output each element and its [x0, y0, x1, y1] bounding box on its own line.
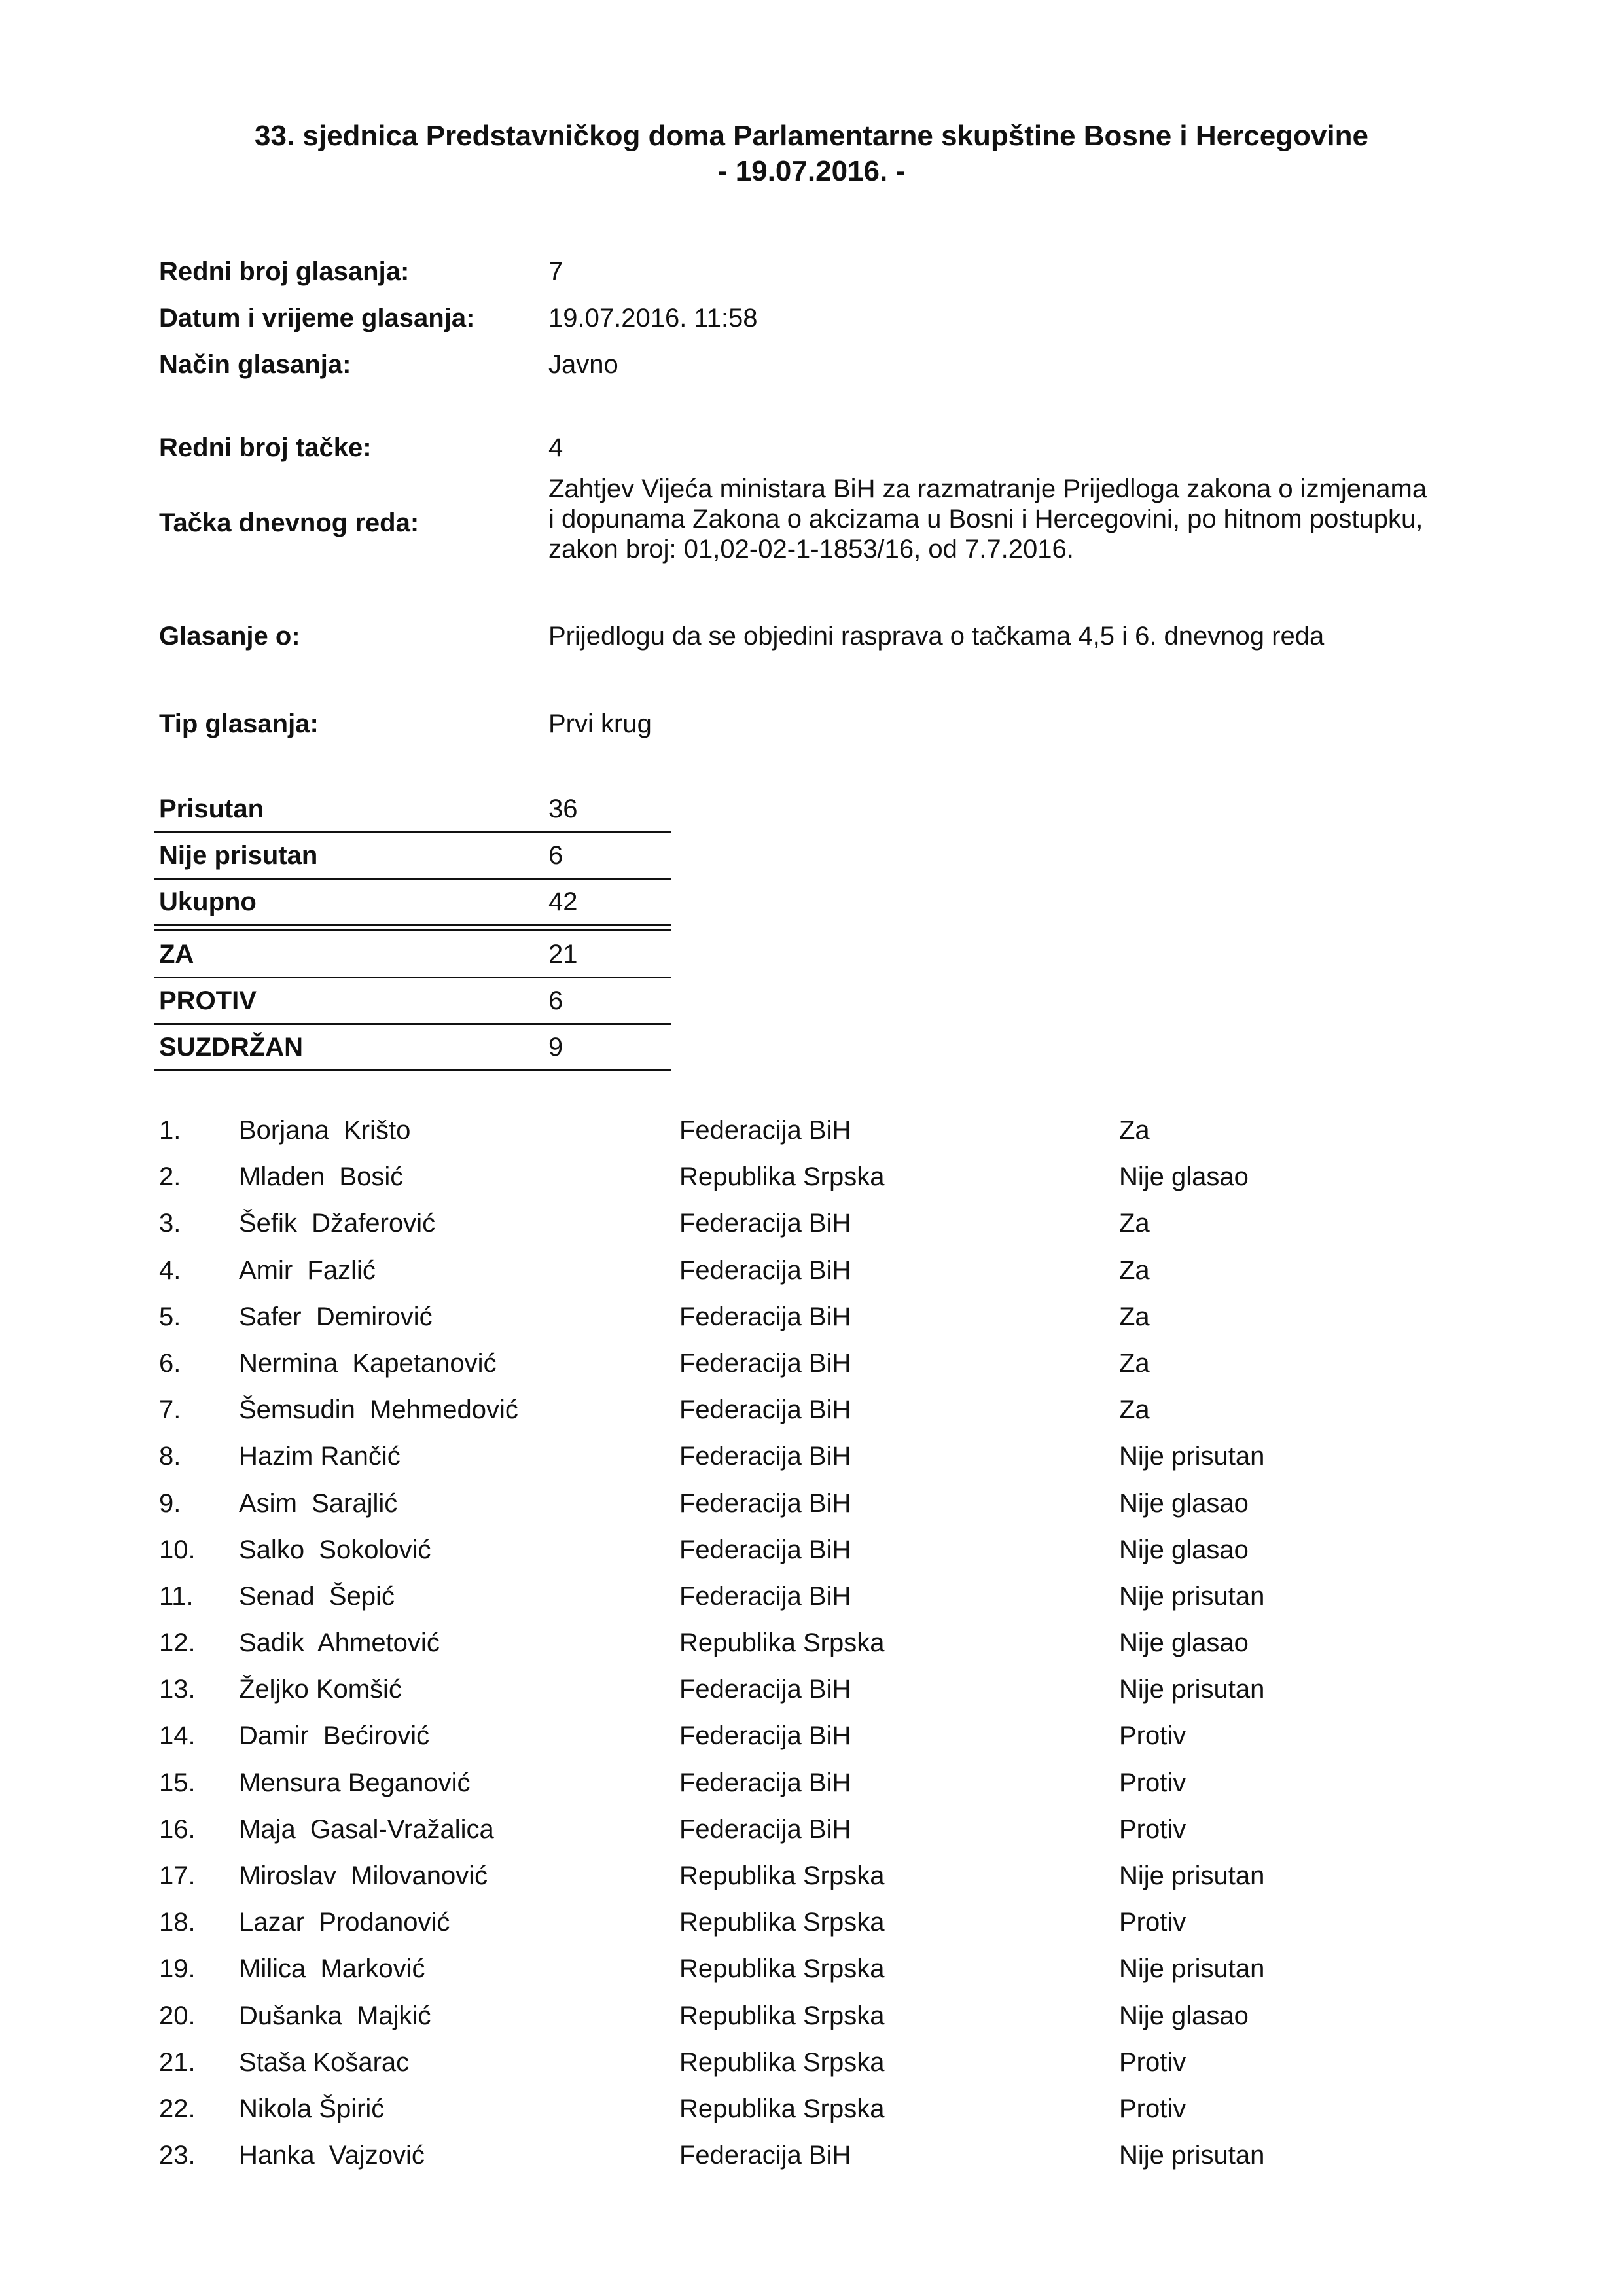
vote-number: 11. [159, 1581, 194, 1611]
vote-number: 1. [159, 1116, 181, 1145]
summary-row-abstain [159, 1026, 671, 1069]
table-row [159, 1581, 1468, 1627]
vote-number: 8. [159, 1442, 181, 1471]
member-name: Salko Sokolović [239, 1535, 431, 1564]
member-vote: Za [1119, 1302, 1150, 1331]
member-entity: Republika Srpska [679, 2001, 885, 2030]
member-vote: Nije prisutan [1119, 1442, 1265, 1471]
member-vote: Nije prisutan [1119, 1675, 1265, 1704]
member-vote: Protiv [1119, 2094, 1186, 2123]
agenda-text [548, 474, 1427, 564]
summary-row-present [159, 788, 671, 831]
member-name: Maja Gasal-Vražalica [239, 1814, 494, 1844]
table-row [159, 1301, 1468, 1348]
table-row [159, 2093, 1468, 2140]
member-entity: Federacija BiH [679, 1768, 851, 1797]
summary-double-divider-bottom [154, 929, 671, 931]
datetime-value: 19.07.2016. 11:58 [548, 304, 758, 332]
member-vote: Protiv [1119, 2047, 1186, 2077]
vote-number: 9. [159, 1488, 181, 1518]
member-name: Milica Marković [239, 1954, 425, 1984]
member-entity: Federacija BiH [679, 1442, 851, 1471]
table-row [159, 1860, 1468, 1907]
member-name: Željko Komšić [239, 1675, 402, 1704]
vote-list [159, 1115, 1468, 2186]
member-entity: Federacija BiH [679, 1302, 851, 1331]
subject-label: Glasanje o: [159, 622, 300, 651]
member-name: Borjana Krišto [239, 1116, 411, 1145]
table-row [159, 2140, 1468, 2186]
vote-number-value: 7 [548, 257, 563, 286]
method-value: Javno [548, 350, 618, 379]
member-entity: Republika Srpska [679, 1162, 885, 1192]
table-row [159, 1907, 1468, 1953]
summary-value: 36 [548, 795, 578, 823]
member-name: Šemsudin Mehmedović [239, 1395, 518, 1425]
member-entity: Republika Srpska [679, 2094, 885, 2123]
member-name: Staša Košarac [239, 2047, 410, 2077]
table-row [159, 1627, 1468, 1674]
member-entity: Federacija BiH [679, 1814, 851, 1844]
member-name: Damir Bećirović [239, 1721, 430, 1751]
member-entity: Federacija BiH [679, 1255, 851, 1285]
member-name: Hanka Vajzović [239, 2141, 425, 2170]
member-vote: Nije glasao [1119, 1488, 1249, 1518]
member-entity: Federacija BiH [679, 1116, 851, 1145]
summary-divider [154, 1069, 671, 1071]
summary-label: ZA [159, 940, 194, 969]
member-vote: Nije prisutan [1119, 1581, 1265, 1611]
vote-number: 3. [159, 1209, 181, 1238]
member-vote: Nije prisutan [1119, 2141, 1265, 2170]
datetime-label: Datum i vrijeme glasanja: [159, 304, 475, 332]
member-vote: Protiv [1119, 1908, 1186, 1937]
member-name: Safer Demirović [239, 1302, 433, 1331]
vote-number: 16. [159, 1814, 196, 1844]
agenda-line: i dopunama Zakona o akcizama u Bosni i Hercegovini, po hitnom postupku, [548, 505, 1423, 533]
vote-number: 7. [159, 1395, 181, 1425]
member-vote: Za [1119, 1209, 1150, 1238]
table-row [159, 2000, 1468, 2047]
summary-label: Prisutan [159, 795, 264, 823]
vote-number: 5. [159, 1302, 181, 1331]
member-entity: Federacija BiH [679, 1348, 851, 1378]
table-row [159, 1953, 1468, 2000]
member-vote: Nije prisutan [1119, 1954, 1265, 1984]
member-vote: Protiv [1119, 1768, 1186, 1797]
vote-number: 6. [159, 1348, 181, 1378]
summary-value: 9 [548, 1033, 563, 1062]
vote-number: 21. [159, 2047, 196, 2077]
vote-number: 19. [159, 1954, 196, 1984]
summary-label: Nije prisutan [159, 841, 318, 870]
vote-number: 23. [159, 2141, 196, 2170]
member-name: Asim Sarajlić [239, 1488, 398, 1518]
table-row [159, 1115, 1468, 1161]
item-number-value: 4 [548, 433, 563, 462]
table-row [159, 1488, 1468, 1534]
member-vote: Nije glasao [1119, 2001, 1249, 2030]
summary-value: 21 [548, 940, 578, 969]
subject-value: Prijedlogu da se objedini rasprava o tačkama 4,5 i 6. dnevnog reda [548, 622, 1325, 651]
vote-number: 17. [159, 1861, 196, 1890]
vote-number: 18. [159, 1908, 196, 1937]
member-entity: Federacija BiH [679, 1675, 851, 1704]
agenda-label: Tačka dnevnog reda: [159, 509, 419, 537]
member-entity: Republika Srpska [679, 1908, 885, 1937]
member-name: Senad Šepić [239, 1581, 395, 1611]
summary-divider [154, 1023, 671, 1025]
vote-number-label: Redni broj glasanja: [159, 257, 410, 286]
vote-number: 2. [159, 1162, 181, 1192]
summary-row-total [159, 881, 671, 924]
document-title: 33. sjednica Predstavničkog doma Parlamentarne skupštine Bosne i Hercegovine [255, 120, 1368, 152]
table-row [159, 1161, 1468, 1208]
agenda-line: zakon broj: 01,02-02-1-1853/16, od 7.7.2016. [548, 535, 1074, 564]
member-name: Mladen Bosić [239, 1162, 404, 1192]
member-vote: Nije glasao [1119, 1628, 1249, 1658]
summary-divider [154, 878, 671, 880]
table-row [159, 1255, 1468, 1301]
member-name: Dušanka Majkić [239, 2001, 431, 2030]
summary-row-against [159, 980, 671, 1023]
member-name: Nermina Kapetanović [239, 1348, 497, 1378]
item-number-label: Redni broj tačke: [159, 433, 372, 462]
summary-value: 6 [548, 986, 563, 1015]
vote-number: 14. [159, 1721, 196, 1751]
table-row [159, 1441, 1468, 1487]
member-entity: Federacija BiH [679, 1395, 851, 1425]
member-name: Lazar Prodanović [239, 1908, 450, 1937]
member-vote: Protiv [1119, 1721, 1186, 1751]
table-row [159, 1534, 1468, 1581]
table-row [159, 1720, 1468, 1767]
agenda-line: Zahtjev Vijeća ministara BiH za razmatranje Prijedloga zakona o izmjenama [548, 475, 1427, 503]
member-entity: Republika Srpska [679, 1628, 885, 1658]
method-label: Način glasanja: [159, 350, 351, 379]
table-row [159, 1208, 1468, 1254]
vote-number: 4. [159, 1255, 181, 1285]
member-name: Šefik Džaferović [239, 1209, 436, 1238]
member-entity: Federacija BiH [679, 1209, 851, 1238]
member-name: Mensura Beganović [239, 1768, 471, 1797]
member-vote: Za [1119, 1255, 1150, 1285]
summary-value: 6 [548, 841, 563, 870]
table-row [159, 2047, 1468, 2093]
table-row [159, 1814, 1468, 1860]
summary-label: PROTIV [159, 986, 257, 1015]
member-vote: Protiv [1119, 1814, 1186, 1844]
vote-type-value: Prvi krug [548, 709, 652, 738]
member-vote: Za [1119, 1116, 1150, 1145]
member-entity: Republika Srpska [679, 2047, 885, 2077]
summary-row-for [159, 933, 671, 977]
table-row [159, 1767, 1468, 1814]
member-vote: Nije glasao [1119, 1162, 1249, 1192]
vote-number: 13. [159, 1675, 196, 1704]
table-row [159, 1674, 1468, 1720]
member-entity: Federacija BiH [679, 1721, 851, 1751]
summary-double-divider-top [154, 924, 671, 926]
vote-number: 10. [159, 1535, 196, 1564]
member-entity: Federacija BiH [679, 2141, 851, 2170]
member-name: Miroslav Milovanović [239, 1861, 488, 1890]
member-entity: Federacija BiH [679, 1535, 851, 1564]
member-vote: Nije prisutan [1119, 1861, 1265, 1890]
vote-number: 22. [159, 2094, 196, 2123]
summary-value: 42 [548, 888, 578, 916]
table-row [159, 1394, 1468, 1441]
summary-label: SUZDRŽAN [159, 1033, 303, 1062]
member-vote: Nije glasao [1119, 1535, 1249, 1564]
member-entity: Federacija BiH [679, 1581, 851, 1611]
document-date: - 19.07.2016. - [717, 155, 906, 187]
summary-divider [154, 977, 671, 978]
summary-divider [154, 831, 671, 833]
member-vote: Za [1119, 1348, 1150, 1378]
member-entity: Federacija BiH [679, 1488, 851, 1518]
vote-number: 20. [159, 2001, 196, 2030]
member-name: Sadik Ahmetović [239, 1628, 440, 1658]
table-row [159, 1348, 1468, 1394]
member-name: Nikola Špirić [239, 2094, 385, 2123]
vote-number: 12. [159, 1628, 196, 1658]
member-entity: Republika Srpska [679, 1954, 885, 1984]
member-name: Amir Fazlić [239, 1255, 376, 1285]
member-vote: Za [1119, 1395, 1150, 1425]
member-name: Hazim Rančić [239, 1442, 401, 1471]
member-entity: Republika Srpska [679, 1861, 885, 1890]
summary-row-absent [159, 834, 671, 878]
summary-label: Ukupno [159, 888, 257, 916]
vote-number: 15. [159, 1768, 196, 1797]
vote-type-label: Tip glasanja: [159, 709, 319, 738]
